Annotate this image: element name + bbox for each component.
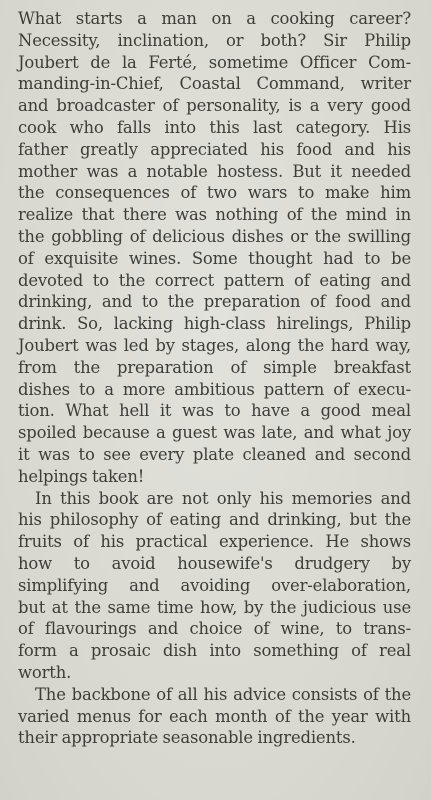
text-line: form a prosaic dish into something of real [18,641,411,661]
text-line: of flavourings and choice of wine, to trans- [18,619,411,639]
text-line: the consequences of two wars to make him [18,183,411,203]
paragraph-2 [18,488,411,684]
text-line: Necessity, inclination, or both? Sir Philip [18,30,411,50]
text-line: but at the same time how, by the judicious use [18,597,411,617]
text-line: varied menus for each month of the year with [18,706,411,726]
text-line: of exquisite wines. Some thought had to be [18,248,411,268]
text-line: Joubert was led by stages, along the hard way, [18,335,411,355]
text-line: cook who falls into this last category. His [18,117,411,137]
text-line: from the preparation of simple breakfast [18,357,411,377]
text-line: devoted to the correct pattern of eating and [18,270,411,290]
text-line: mother was a notable hostess. But it needed [18,161,411,181]
text-line: dishes to a more ambitious pattern of execu- [18,379,411,399]
text-line: helpings taken! [18,466,145,486]
text-line: simplifying and avoiding over-elaboration, [18,575,411,595]
paragraph-1 [18,8,411,488]
text-line: drink. So, lacking high-class hirelings, Philip [18,314,411,334]
text-line: the gobbling of delicious dishes or the swilling [18,226,411,246]
text-line: What starts a man on a cooking career? [18,9,411,28]
text-line: it was to see every plate cleaned and second [18,444,411,464]
text-line: fruits of his practical experience. He shows [18,532,411,552]
text-line: father greatly appreciated his food and his [18,139,411,159]
text-line: spoiled because a guest was late, and what joy [18,423,411,443]
text-line: tion. What hell it was to have a good meal [18,401,411,421]
text-line: Joubert de la Ferté, sometime Officer Com- [18,52,411,72]
text-line: and broadcaster of personality, is a very good [18,96,411,116]
text-line: worth. [18,662,72,682]
text-line: their appropriate seasonable ingredients. [18,728,356,748]
text-line: In this book are not only his memories and [35,488,411,508]
text-line: drinking, and to the preparation of food and [18,292,411,312]
text-line: his philosophy of eating and drinking, but the [18,510,411,530]
paragraph-3 [18,684,411,749]
text-line: realize that there was nothing of the mind in [18,205,411,225]
text-line: how to avoid housewife's drudgery by [18,553,411,573]
text-line: manding-in-Chief, Coastal Command, writer [18,74,411,94]
text-line: The backbone of all his advice consists of the [35,684,411,704]
